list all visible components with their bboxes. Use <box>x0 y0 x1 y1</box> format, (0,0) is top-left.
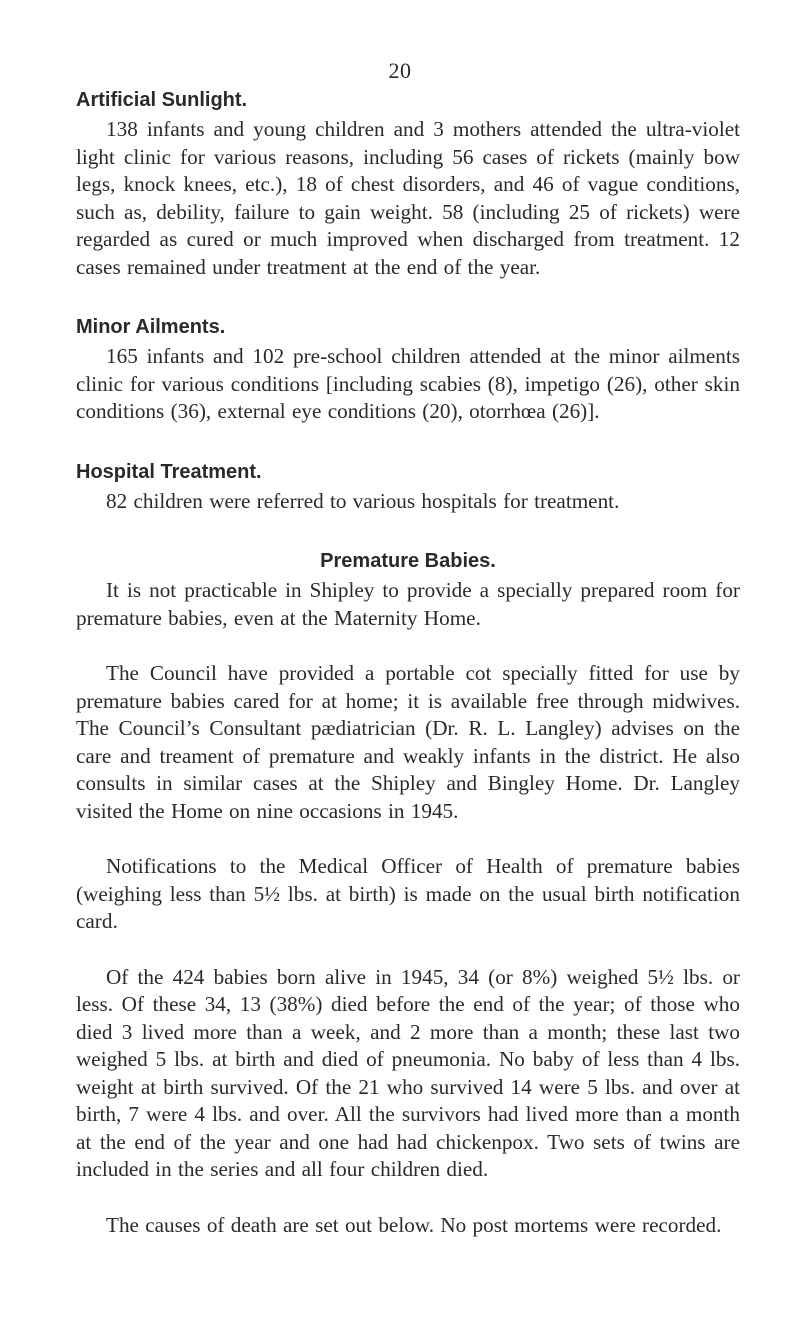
section-paragraph: 138 infants and young children and 3 mothers attended the ultra-violet light clinic for various reasons, including 56 cases of rickets (mainly bow legs, knock knees, etc.), 18 of chest disorders, and 46 of vague conditions, such as, debility, failure to gain weight. 58 (including 25 of rickets) were regarded as cured or much improved when discharged from treatment. 12 cases remained under treatment at the end of the year. <box>76 117 740 279</box>
section-heading: Artificial Sunlight. <box>76 89 248 111</box>
section-paragraph: The causes of death are set out below. No post mortems were recorded. <box>106 1212 722 1237</box>
section-hospital-treatment <box>76 458 740 516</box>
section-heading: Hospital Treatment. <box>76 460 262 483</box>
section-minor-ailments <box>76 313 740 426</box>
section-heading: Premature Babies. <box>320 550 496 572</box>
section-paragraph: 165 infants and 102 pre-school children attended at the minor ailments clinic for various conditions [including scabies (8), impetigo (26), other skin conditions (36), external eye conditions (20), otorrhœa (26)]. <box>76 344 740 423</box>
section-paragraph: Notifications to the Medical Officer of Health of premature babies (weighing less than 5½ lbs. at birth) is made on the usual birth notification card. <box>76 854 740 933</box>
section-paragraph: The Council have provided a portable cot specially fitted for use by premature babies cared for at home; it is available free through midwives. The Council’s Consultant pædiatrician (Dr. R. L. Langley) advises on the care and treament of premature and weakly infants in the district. He also consults in similar cases at the Shipley and Bingley Home. Dr. Langley visited the Home on nine occasions in 1945. <box>76 661 740 823</box>
section-paragraph: Of the 424 babies born alive in 1945, 34 (or 8%) weighed 5½ lbs. or less. Of these 34, 13 (38%) died before the end of the year; of those who died 3 lived more than a week, and 2 more than a month; these last two weighed 5 lbs. at birth and died of pneumonia. No baby of less than 4 lbs. weight at birth survived. Of the 21 who survived 14 were 5 lbs. and over at birth, 7 were 4 lbs. and over. All the survivors had lived more than a month at the end of the year and one had had chickenpox. Two sets of twins are included in the series and all four children died. <box>76 964 740 1181</box>
section-heading: Minor Ailments. <box>76 316 226 338</box>
section-artificial-sunlight <box>76 86 740 281</box>
section-paragraph: It is not practicable in Shipley to provide a specially prepared room for premature babies, even at the Maternity Home. <box>76 578 740 630</box>
section-premature-babies <box>76 547 740 1239</box>
page-number: 20 <box>388 58 412 83</box>
section-paragraph: 82 children were referred to various hospitals for treatment. <box>106 488 620 513</box>
page-content <box>76 86 740 1239</box>
